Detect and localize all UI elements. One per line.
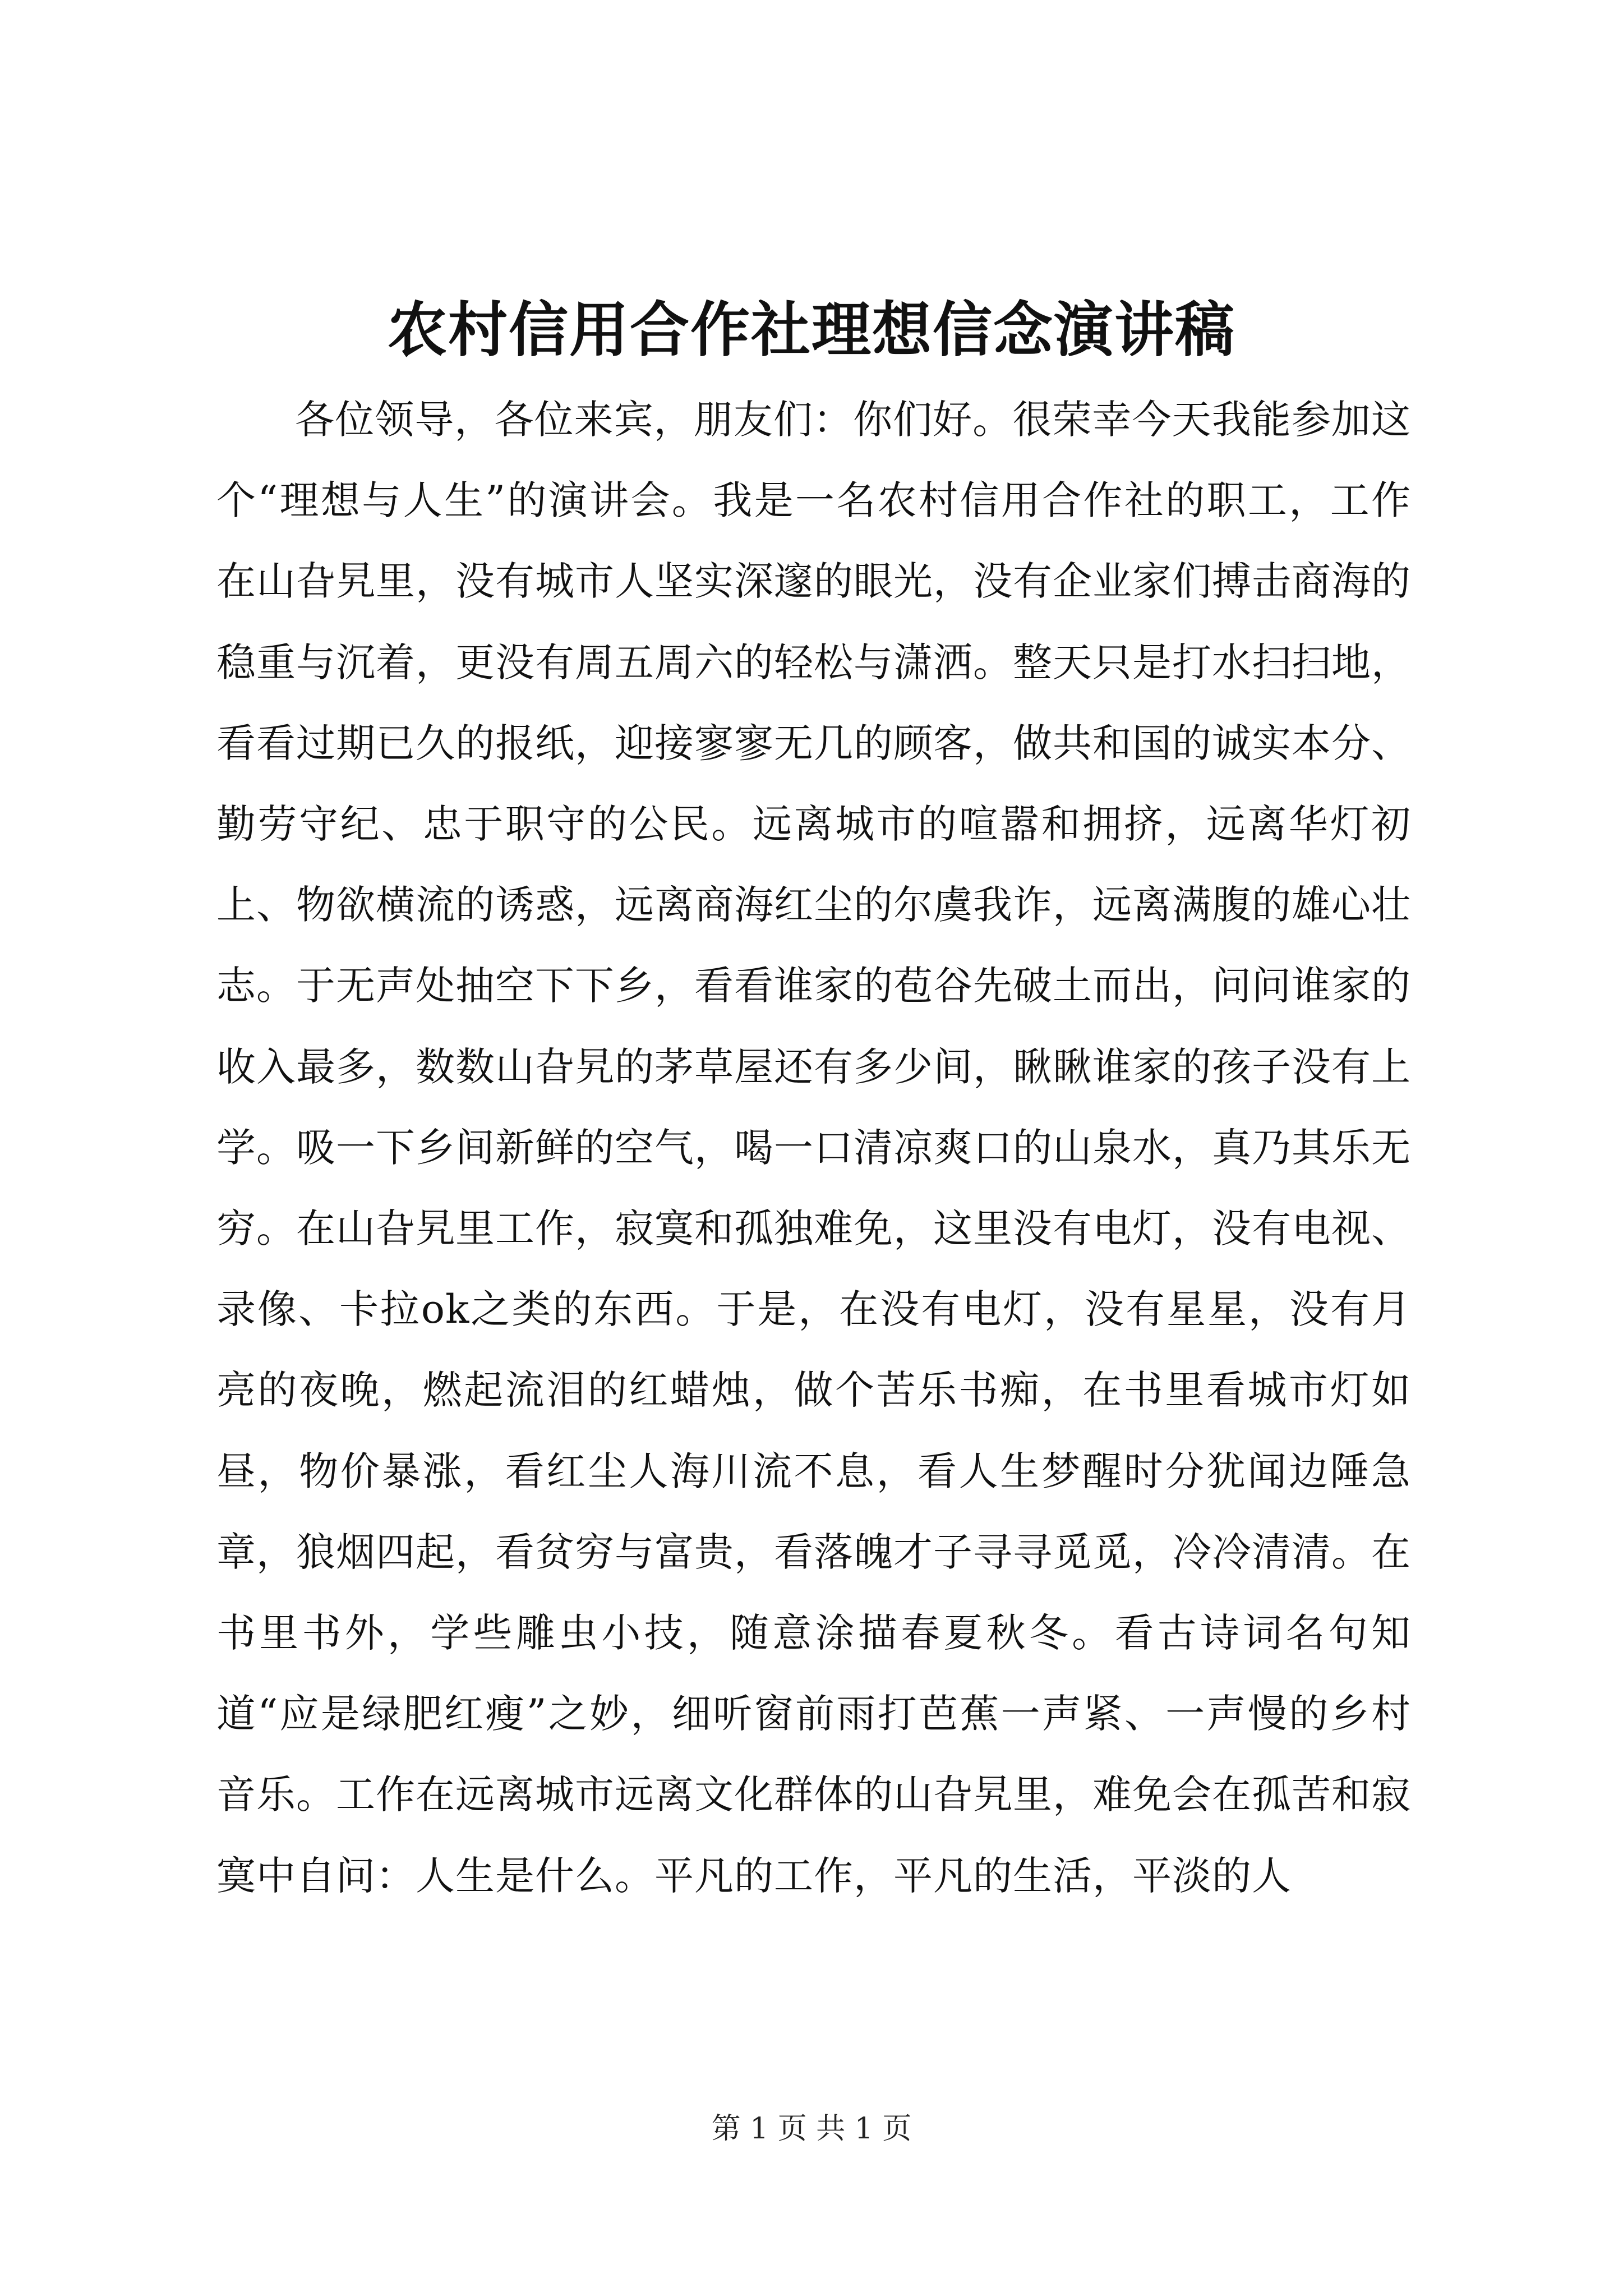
- page-number-footer: 第 1 页 共 1 页: [711, 2112, 912, 2146]
- body-paragraph: 各位领导，各位来宾，朋友们：你们好。很荣幸今天我能参加这个“理想与人生”的演讲会。我是一名农村信用合作社的职工，工作在山旮旯里，没有城市人坚实深邃的眼光，没有企业家们搏击商海的稳重与沉着，更没有周五周六的轻松与潇洒。整天只是打水扫扫地，看看过期已久的报纸，迎接寥寥无几的顾客，做共和国的诚实本分、勤劳守纪、忠于职守的公民。远离城市的喧嚣和拥挤，远离华灯初上、物欲横流的诱惑，远离商海红尘的尔虞我诈，远离满腹的雄心壮志。于无声处抽空下下乡，看看谁家的苞谷先破土而出，问问谁家的收入最多，数数山旮旯的茅草屋还有多少间，瞅瞅谁家的孩子没有上学。吸一下乡间新鲜的空气，喝一口清凉爽口的山泉水，真乃其乐无穷。在山旮旯里工作，寂寞和孤独难免，这里没有电灯，没有电视、录像、卡拉ok之类的东西。于是，在没有电灯，没有星星，没有月亮的夜晚，燃起流泪的红蜡烛，做个苦乐书痴，在书里看城市灯如昼，物价暴涨，看红尘人海川流不息，看人生梦醒时分犹闻边陲急章，狼烟四起，看贫穷与富贵，看落魄才子寻寻觅觅，冷冷清清。在书里书外，学些雕虫小技，随意涂描春夏秋冬。看古诗词名句知道“应是绿肥红瘦”之妙，细听窗前雨打芭蕉一声紧、一声慢的乡村音乐。工作在远离城市远离文化群体的山旮旯里，难免会在孤苦和寂寞中自问：人生是什么。平凡的工作，平凡的生活，平淡的人: [216, 397, 1411, 1899]
- page-title: 农村信用合作社理想信念演讲稿: [388, 295, 1235, 365]
